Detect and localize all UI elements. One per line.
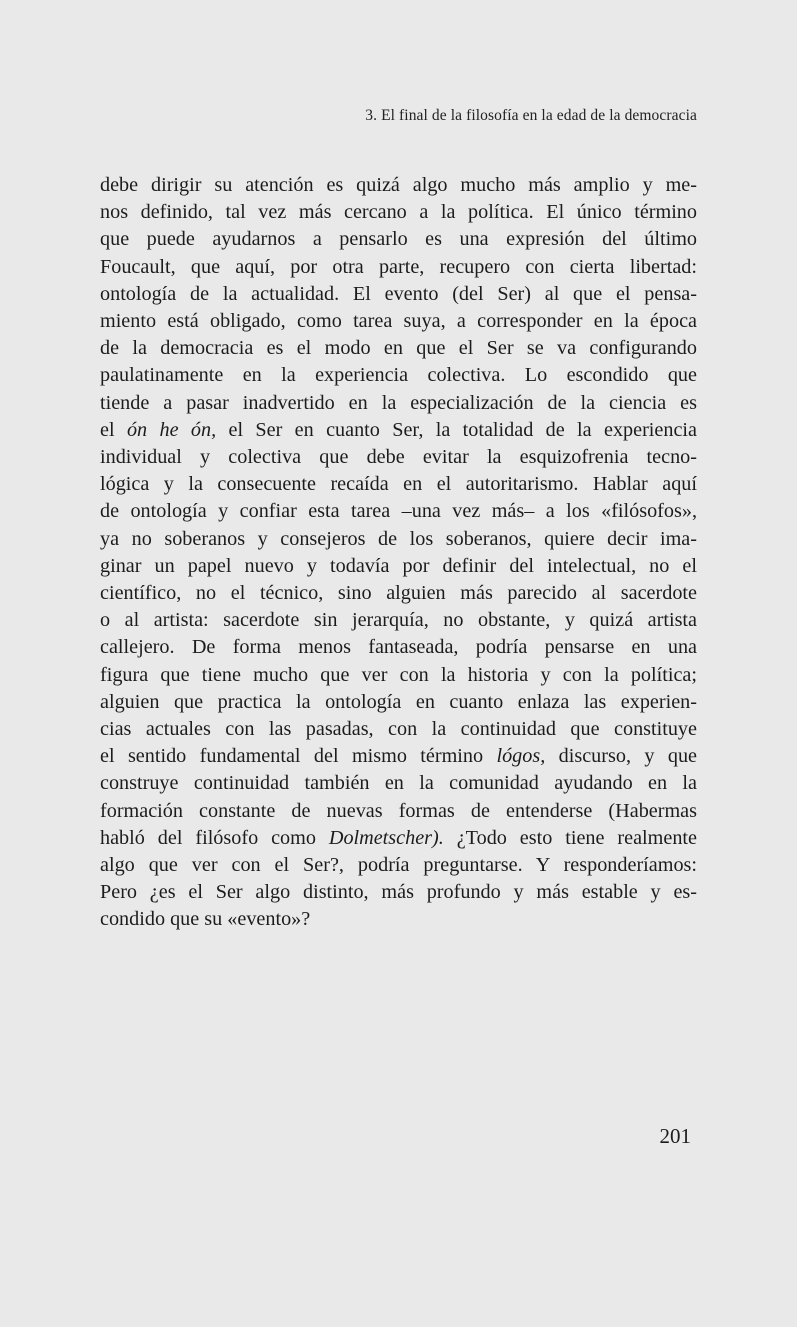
- text-line: condido que su «evento»?: [100, 908, 311, 931]
- running-header: 3. El final de la filosofía en la edad de la democracia: [365, 107, 697, 124]
- text-line: cias actuales con las pasadas, con la continuidad que constituye: [100, 718, 697, 741]
- text-segment: el sentido fundamental del mismo término: [100, 745, 497, 768]
- text-line: callejero. De forma menos fantaseada, podría pensarse en una: [100, 636, 697, 659]
- text-line: figura que tiene mucho que ver con la historia y con la política;: [100, 663, 697, 686]
- text-line: individual y colectiva que debe evitar la esquizofrenia tecno-: [100, 446, 697, 469]
- italic-term: lógos,: [496, 745, 546, 768]
- text-line: o al artista: sacerdote sin jerarquía, no obstante, y quizá artista: [100, 609, 697, 632]
- text-line: construye continuidad también en la comunidad ayudando en la: [100, 772, 697, 795]
- text-line: lógica y la consecuente recaída en el autoritarismo. Hablar aquí: [100, 473, 697, 496]
- italic-term: ón he ón,: [126, 418, 217, 441]
- text-line: algo que ver con el Ser?, podría preguntarse. Y responderíamos:: [100, 854, 697, 877]
- text-line: ya no soberanos y consejeros de los soberanos, quiere decir ima-: [100, 527, 697, 550]
- text-segment: el Ser en cuanto Ser, la totalidad de la experiencia: [216, 418, 698, 441]
- text-line: formación constante de nuevas formas de entenderse (Habermas: [100, 799, 697, 822]
- text-line: que puede ayudarnos a pensarlo es una expresión del último: [100, 228, 697, 251]
- text-segment: habló del filósofo como: [100, 826, 329, 849]
- body-paragraph: [100, 172, 697, 934]
- text-line: Pero ¿es el Ser algo distinto, más profundo y más estable y es-: [100, 881, 697, 904]
- italic-term: Dolmetscher).: [328, 826, 444, 849]
- text-line: de ontología y confiar esta tarea –una vez más– a los «filósofos»,: [100, 500, 697, 523]
- text-line: ontología de la actualidad. El evento (del Ser) al que el pensa-: [100, 282, 697, 305]
- text-line: [100, 417, 697, 444]
- text-segment: discurso, y que: [545, 745, 697, 768]
- text-line: de la democracia es el modo en que el Ser se va configurando: [100, 337, 697, 360]
- page-number: 201: [659, 1124, 691, 1148]
- text-line: miento está obligado, como tarea suya, a corresponder en la época: [100, 310, 697, 333]
- text-line: ginar un papel nuevo y todavía por definir del intelectual, no el: [100, 554, 697, 577]
- text-line: nos definido, tal vez más cercano a la política. El único término: [100, 201, 697, 224]
- text-line: [100, 825, 697, 852]
- text-line: debe dirigir su atención es quizá algo mucho más amplio y me-: [100, 174, 697, 196]
- text-line: científico, no el técnico, sino alguien más parecido al sacerdote: [100, 582, 697, 605]
- text-line: tiende a pasar inadvertido en la especialización de la ciencia es: [100, 391, 697, 414]
- text-line: paulatinamente en la experiencia colectiva. Lo escondido que: [100, 364, 697, 387]
- text-segment: ¿Todo esto tiene realmente: [443, 826, 697, 849]
- text-line: Foucault, que aquí, por otra parte, recupero con cierta libertad:: [100, 255, 697, 278]
- text-line: [100, 743, 697, 770]
- text-line: alguien que practica la ontología en cuanto enlaza las experien-: [100, 690, 697, 713]
- text-segment: el: [100, 418, 127, 441]
